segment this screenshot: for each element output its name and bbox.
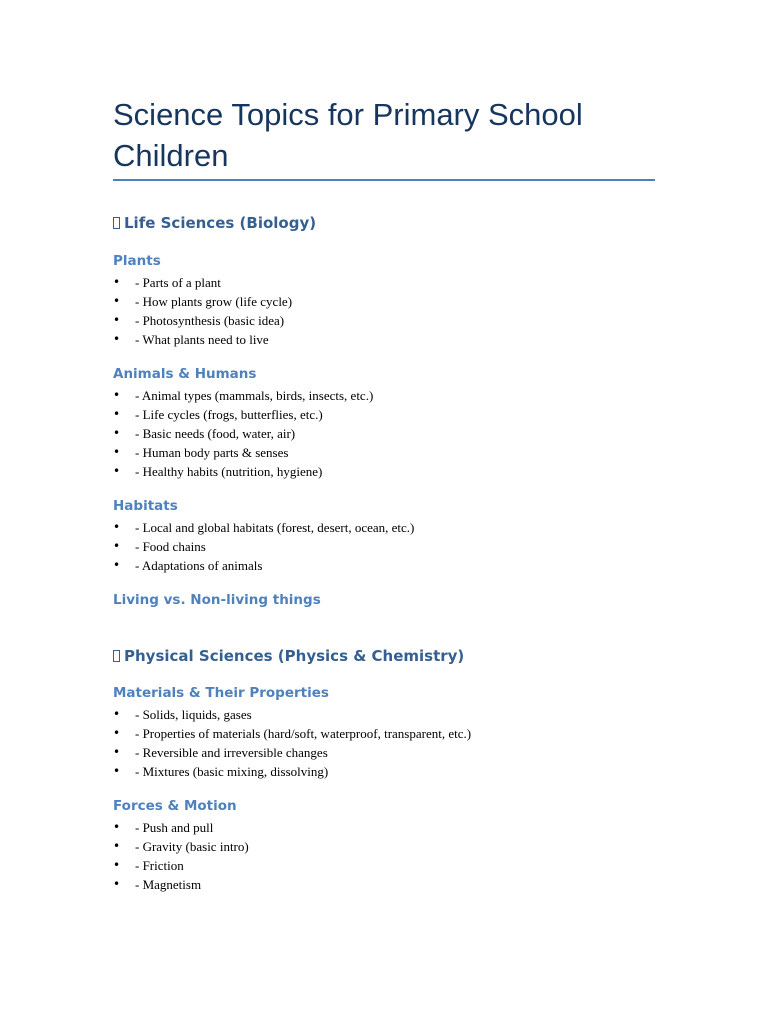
bullet-icon: •	[113, 407, 121, 421]
list-item: • - Photosynthesis (basic idea)	[113, 313, 285, 328]
list-item: • - Gravity (basic intro)	[113, 839, 249, 854]
list-item: • - Reversible and irreversible changes	[113, 745, 328, 760]
bullet-icon: •	[113, 313, 121, 327]
bullet-icon: •	[113, 426, 121, 440]
bullet-icon: •	[113, 539, 121, 553]
bullet-icon: •	[113, 839, 121, 853]
list-item: • - Adaptations of animals	[113, 558, 263, 573]
list-item: • - Mixtures (basic mixing, dissolving)	[113, 764, 329, 779]
list-item: • - Basic needs (food, water, air)	[113, 426, 296, 441]
list-item: • - What plants need to live	[113, 332, 269, 347]
bullet-icon: •	[113, 445, 121, 459]
bullet-icon: •	[113, 275, 121, 289]
subsection-heading-materials: Materials & Their Properties	[113, 685, 329, 701]
title-underline	[113, 179, 655, 181]
section-heading-physical-sciences	[113, 646, 464, 666]
bullet-icon: •	[113, 877, 121, 891]
list-item: • - Parts of a plant	[113, 275, 221, 290]
bullet-icon: •	[113, 388, 121, 402]
subsection-heading-forces-motion: Forces & Motion	[113, 798, 237, 814]
list-item: • - Human body parts & senses	[113, 445, 289, 460]
animals-humans-list	[113, 386, 373, 481]
materials-list	[113, 705, 471, 781]
list-item: • - Properties of materials (hard/soft, waterproof, transparent, etc.)	[113, 726, 472, 741]
bullet-icon: •	[113, 332, 121, 346]
list-item: • - Solids, liquids, gases	[113, 707, 252, 722]
bullet-icon: •	[113, 764, 121, 778]
document-title: Science Topics for Primary School Children	[113, 97, 583, 173]
bullet-icon: •	[113, 820, 121, 834]
section-heading-life-sciences	[113, 213, 316, 233]
subsection-heading-animals-humans: Animals & Humans	[113, 366, 257, 382]
section-heading-text: Life Sciences (Biology)	[124, 214, 317, 232]
list-item: • - Local and global habitats (forest, desert, ocean, etc.)	[113, 520, 415, 535]
bullet-icon: •	[113, 520, 121, 534]
list-item: • - Food chains	[113, 539, 206, 554]
subsection-heading-habitats: Habitats	[113, 498, 178, 514]
subsection-heading-living-non-living: Living vs. Non-living things	[113, 592, 321, 608]
list-item: • - Push and pull	[113, 820, 214, 835]
missing-glyph-icon	[113, 650, 120, 662]
list-item: • - Magnetism	[113, 877, 202, 892]
habitats-list	[113, 518, 414, 575]
list-item: • - Friction	[113, 858, 184, 873]
bullet-icon: •	[113, 464, 121, 478]
list-item: • - Life cycles (frogs, butterflies, etc.)	[113, 407, 323, 422]
bullet-icon: •	[113, 858, 121, 872]
bullet-icon: •	[113, 294, 121, 308]
list-item: • - How plants grow (life cycle)	[113, 294, 293, 309]
section-heading-text: Physical Sciences (Physics & Chemistry)	[124, 647, 465, 665]
subsection-heading-plants: Plants	[113, 253, 161, 269]
bullet-icon: •	[113, 745, 121, 759]
plants-list	[113, 273, 292, 349]
bullet-icon: •	[113, 726, 121, 740]
list-item: • - Healthy habits (nutrition, hygiene)	[113, 464, 323, 479]
bullet-icon: •	[113, 707, 121, 721]
forces-motion-list	[113, 818, 249, 894]
bullet-icon: •	[113, 558, 121, 572]
missing-glyph-icon	[113, 217, 120, 229]
list-item: • - Animal types (mammals, birds, insects, etc.)	[113, 388, 374, 403]
